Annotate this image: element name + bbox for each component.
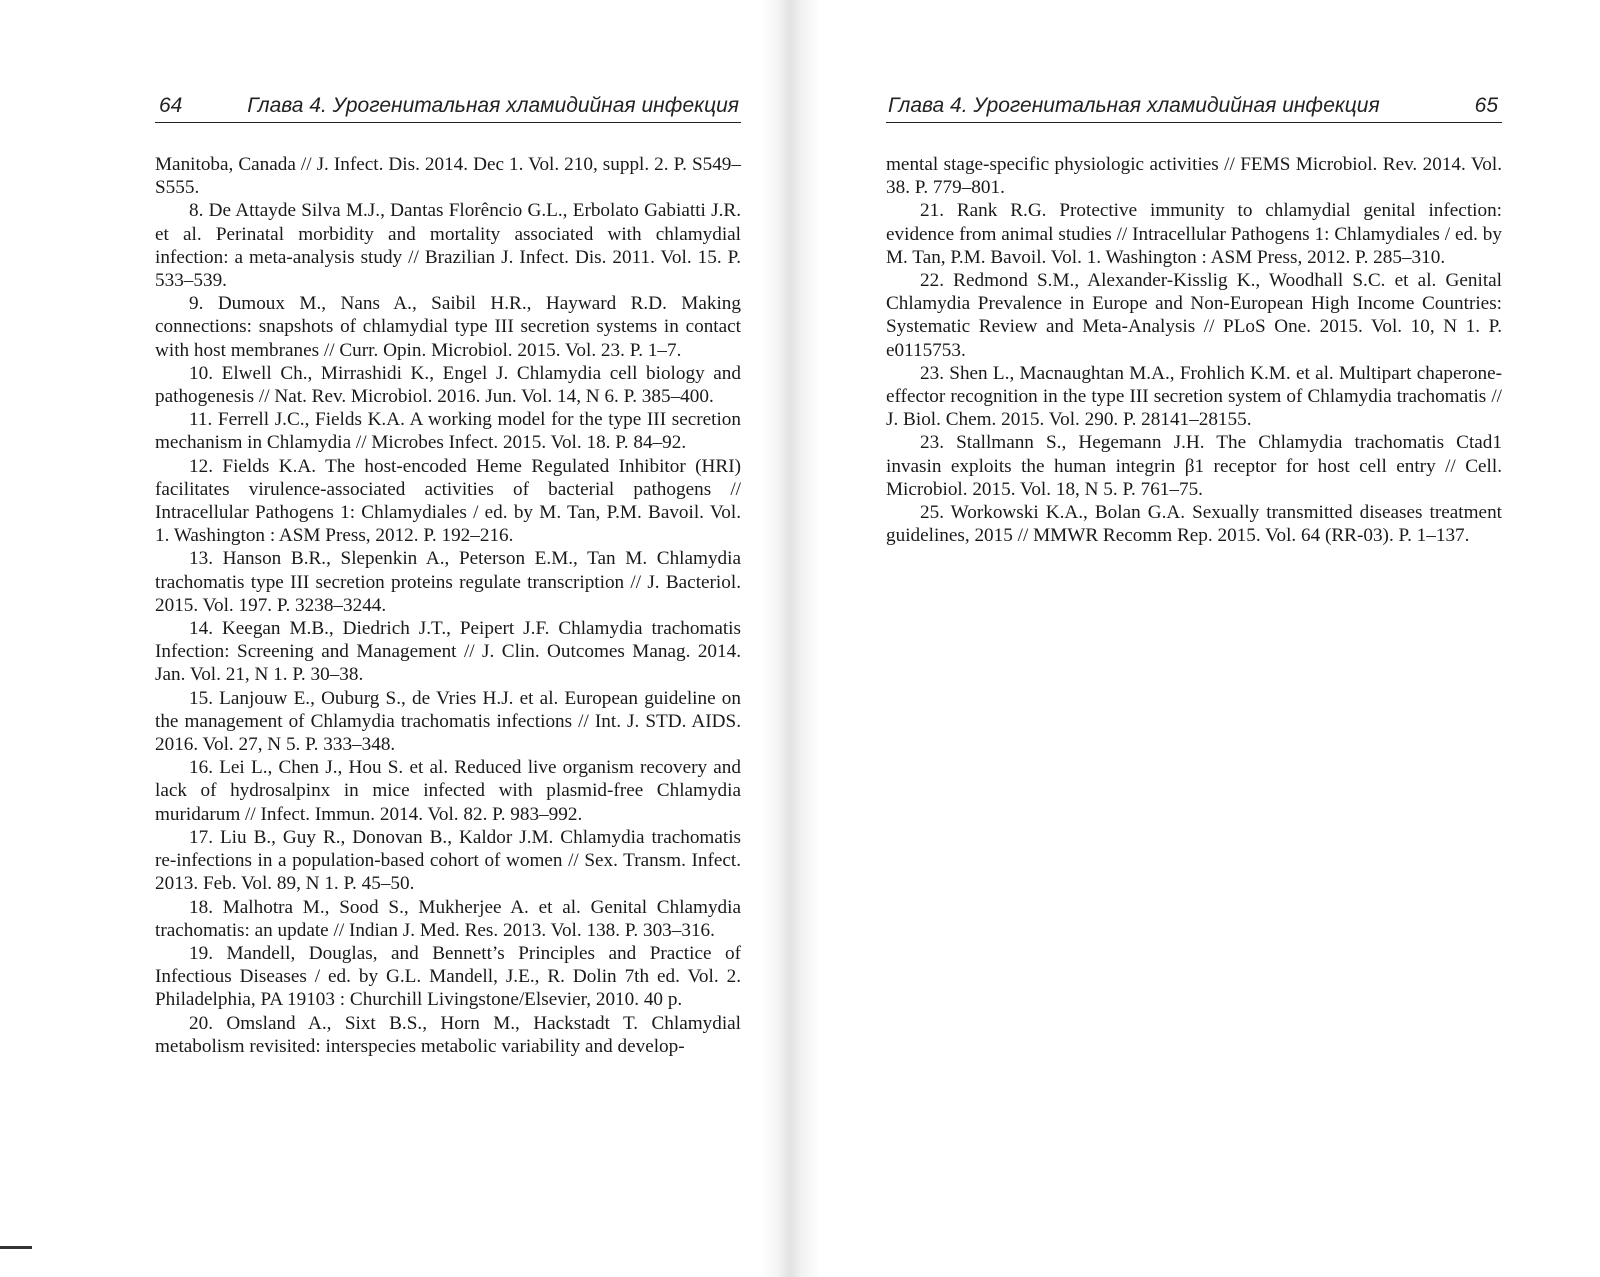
reference-item: 23. Shen L., Macnaughtan M.A., Frohlich K.M. et al. Multipart chaperone-effector recognition in the type III secretion system of Chlamydia trachomatis // J. Biol. Chem. 2015. Vol. 290. P. 28141–28155.	[886, 362, 1502, 431]
reference-item: 14. Keegan M.B., Diedrich J.T., Peipert J.F. Chlamydia trachomatis Infection: Screening and Management // J. Clin. Outcomes Manag. 2014. Jan. Vol. 21, N 1. P. 30–38.	[155, 618, 741, 686]
reference-item: 20. Omsland A., Sixt B.S., Horn M., Hackstadt T. Chlamydial metabolism revisited: interspecies metabolic variability and develop-	[155, 1012, 741, 1057]
reference-item: 19. Mandell, Douglas, and Bennett’s Principles and Practice of Infectious Diseases / ed. by G.L. Mandell, J.E., R. Dolin 7th ed. Vol. 2. Philadelphia, PA 19103 : Churchill Livingstone/Elsevier, 2010. 40 p.	[155, 942, 741, 1011]
reference-item: 22. Redmond S.M., Alexander-Kisslig K., Woodhall S.C. et al. Genital Chlamydia Prevalence in Europe and Non-European High Income Countries: Systematic Review and Meta-Analysis // PLoS One. 2015. Vol. 10, N 1. P. e0115753.	[886, 270, 1502, 361]
right-running-title: Глава 4. Урогенитальная хламидийная инфекция	[888, 94, 1380, 117]
reference-item: 9. Dumoux M., Nans A., Saibil H.R., Hayward R.D. Making connections: snapshots of chlamydial type III secretion systems in contact with host membranes // Curr. Opin. Microbiol. 2015. Vol. 23. P. 1–7.	[155, 293, 741, 361]
reference-item: 11. Ferrell J.C., Fields K.A. A working model for the type III secretion mechanism in Chlamydia // Microbes Infect. 2015. Vol. 18. P. 84–92.	[155, 409, 741, 454]
right-reference-list	[886, 153, 1502, 547]
right-page-number: 65	[1474, 94, 1498, 117]
reference-item: 10. Elwell Ch., Mirrashidi K., Engel J. Chlamydia cell biology and pathogenesis // Nat. Rev. Microbiol. 2016. Jun. Vol. 14, N 6. P. 385–400.	[155, 362, 741, 408]
left-page-number: 64	[159, 94, 183, 117]
reference-item: Manitoba, Canada // J. Infect. Dis. 2014. Dec 1. Vol. 210, suppl. 2. P. S549–S555.	[155, 154, 741, 199]
right-page-header	[886, 92, 1502, 123]
reference-item: 12. Fields K.A. The host-encoded Heme Regulated Inhibitor (HRI) facilitates virulence-associated activities of bacterial pathogens // Intracellular Pathogens 1: Chlamydiales / ed. by M. Tan, P.M. Bavoil. Vol. 1. Washington : ASM Press, 2012. P. 192–216.	[155, 455, 741, 547]
reference-item: 23. Stallmann S., Hegemann J.H. The Chlamydia trachomatis Ctad1 invasin exploits the human integrin β1 receptor for host cell entry // Cell. Microbiol. 2015. Vol. 18, N 5. P. 761–75.	[886, 432, 1502, 500]
reference-item: 17. Liu B., Guy R., Donovan B., Kaldor J.M. Chlamydia trachomatis re-infections in a population-based cohort of women // Sex. Transm. Infect. 2013. Feb. Vol. 89, N 1. P. 45–50.	[155, 826, 741, 895]
reference-item: 13. Hanson B.R., Slepenkin A., Peterson E.M., Tan M. Chlamydia trachomatis type III secretion proteins regulate transcription // J. Bacteriol. 2015. Vol. 197. P. 3238–3244.	[155, 548, 741, 616]
left-page	[0, 0, 790, 1277]
left-reference-list	[155, 153, 741, 1058]
reference-item: 25. Workowski K.A., Bolan G.A. Sexually transmitted diseases treatment guidelines, 2015 // MMWR Recomm Rep. 2015. Vol. 64 (RR-03). P. 1–137.	[886, 502, 1502, 547]
scan-edge-mark	[0, 1246, 32, 1249]
reference-item: 21. Rank R.G. Protective immunity to chlamydial genital infection: evidence from animal studies // Intracellular Pathogens 1: Chlamydiales / ed. by M. Tan, P.M. Bavoil. Vol. 1. Washington : ASM Press, 2012. P. 285–310.	[886, 200, 1502, 268]
reference-item: 18. Malhotra M., Sood S., Mukherjee A. et al. Genital Chlamydia trachomatis: an update // Indian J. Med. Res. 2013. Vol. 138. P. 303–316.	[155, 896, 741, 941]
reference-item: 16. Lei L., Chen J., Hou S. et al. Reduced live organism recovery and lack of hydrosalpinx in mice infected with plasmid-free Chlamydia muridarum // Infect. Immun. 2014. Vol. 82. P. 983–992.	[155, 757, 741, 825]
reference-item: mental stage-specific physiologic activities // FEMS Microbiol. Rev. 2014. Vol. 38. P. 779–801.	[886, 154, 1502, 199]
left-running-title: Глава 4. Урогенитальная хламидийная инфекция	[247, 94, 739, 117]
left-page-header	[155, 92, 741, 123]
reference-item: 8. De Attayde Silva M.J., Dantas Florêncio G.L., Erbolato Gabiatti J.R. et al. Perinatal morbidity and mortality associated with chlamydial infection: a meta-analysis study // Brazilian J. Infect. Dis. 2011. Vol. 15. P. 533–539.	[155, 200, 741, 292]
reference-item: 15. Lanjouw E., Ouburg S., de Vries H.J. et al. European guideline on the management of Chlamydia trachomatis infections // Int. J. STD. AIDS. 2016. Vol. 27, N 5. P. 333–348.	[155, 687, 741, 756]
